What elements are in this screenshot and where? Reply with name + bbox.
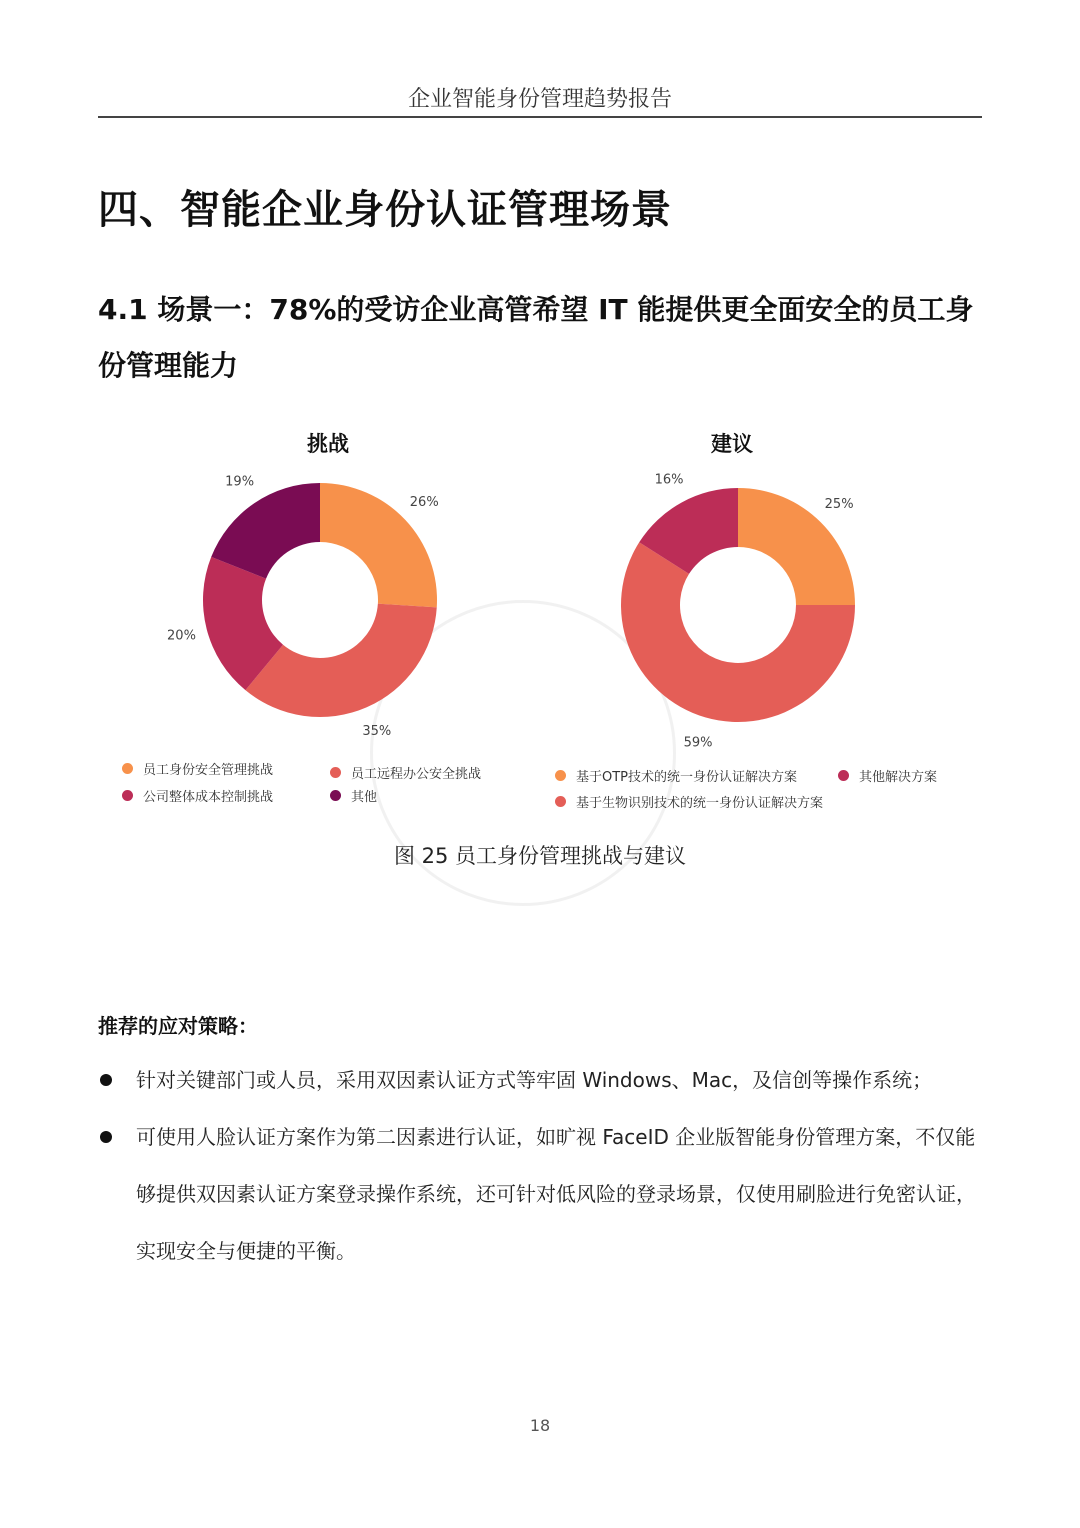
- slice-label: 26%: [409, 495, 439, 511]
- legend-item: [555, 792, 823, 811]
- legend-dot: [122, 763, 133, 774]
- legend-item: [838, 766, 937, 785]
- donut-chart-suggestions: [560, 460, 920, 770]
- slice-label: 16%: [654, 472, 684, 488]
- legend-label: 基于OTP技术的统一身份认证解决方案: [576, 770, 798, 785]
- slice-label: 35%: [362, 724, 392, 740]
- running-header: 企业智能身份管理趋势报告: [407, 87, 672, 112]
- list-item-text: 针对关键部门或人员，采用双因素认证方式等牢固 Windows、Mac，及信创等操作系统；: [136, 1068, 933, 1092]
- legend-label: 员工远程办公安全挑战: [351, 767, 482, 782]
- slice-label: 19%: [225, 474, 255, 490]
- legend-item: [122, 786, 273, 805]
- legend-item: [330, 763, 481, 782]
- list-item: [98, 1052, 982, 1109]
- legend-label: 其他: [351, 790, 378, 805]
- legend-dot: [330, 790, 341, 801]
- list-item-text: 可使用人脸认证方案作为第二因素进行认证，如旷视 FaceID 企业版智能身份管理方案，不仅能够提供双因素认证方案登录操作系统，还可针对低风险的登录场景，仅使用刷脸进行免密认证，实现安全与便捷的平衡。: [136, 1125, 976, 1263]
- header-rule: [98, 116, 982, 118]
- figure-caption: 图 25 员工身份管理挑战与建议: [393, 844, 687, 868]
- bullet-dot: [100, 1074, 112, 1086]
- legend-label: 其他解决方案: [859, 770, 938, 785]
- section-title: 四、智能企业身份认证管理场景: [98, 187, 672, 233]
- legend-item: [122, 759, 273, 778]
- page-number: 18: [529, 1416, 551, 1435]
- legend-item: [555, 766, 797, 785]
- chart-title-suggestions: 建议: [711, 432, 753, 456]
- donut-slice: [245, 604, 436, 717]
- chart-title-challenges: 挑战: [307, 432, 349, 456]
- list-item: [98, 1109, 982, 1280]
- legend-dot: [838, 770, 849, 781]
- legend-dot: [122, 790, 133, 801]
- slice-label: 59%: [683, 735, 713, 751]
- slice-label: 25%: [824, 496, 854, 512]
- legend-dot: [555, 796, 566, 807]
- legend-dot: [330, 767, 341, 778]
- legend-label: 员工身份安全管理挑战: [143, 763, 274, 778]
- strategy-heading: 推荐的应对策略：: [98, 1014, 258, 1038]
- subsection-title: 4.1 场景一：78%的受访企业高管希望 IT 能提供更全面安全的员工身份管理能力: [98, 293, 974, 382]
- donut-chart-challenges: [140, 460, 500, 760]
- legend-label: 基于生物识别技术的统一身份认证解决方案: [576, 796, 824, 811]
- slice-label: 20%: [167, 628, 196, 644]
- legend-item: [330, 786, 377, 805]
- legend-label: 公司整体成本控制挑战: [143, 790, 274, 805]
- legend-dot: [555, 770, 566, 781]
- bullet-dot: [100, 1131, 112, 1143]
